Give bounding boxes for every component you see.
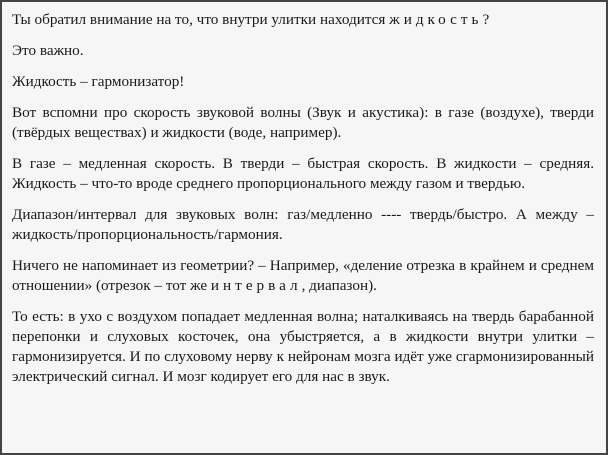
paragraph-harmonizer: Жидкость – гармонизатор! [12, 73, 185, 90]
paragraph-speed-comparison: В газе – медленная скорость. В тверди – быстрая скорость. В жидкости – средняя. Жидкость – что-то вроде среднего пропорционального между газом и твердью. [12, 155, 594, 192]
paragraph-range: Диапазон/интервал для звуковых волн: газ/медленно ---- твердь/быстро. А между – жидкость/пропорциональность/гармония. [12, 206, 594, 243]
paragraph-ear-process: То есть: в ухо с воздухом попадает медленная волна; наталкиваясь на твердь барабанной перепонки и слуховых косточек, она убыстряется, а в жидкости внутри улитки – гармонизируется. И по слуховому нерву к нейронам мозга идёт уже сгармонизированный электрический сигнал. И мозг кодирует его для нас в звук. [12, 308, 594, 385]
paragraph-geometry [12, 256, 594, 296]
paragraph-important: Это важно. [12, 42, 84, 59]
emphasis-liquid: жидкость [389, 11, 483, 28]
paragraph-geometry-text: Ничего не напоминает из геометрии? – Например, «деление отрезка в крайнем и среднем отношении» (отрезок – тот же [12, 257, 594, 294]
paragraph-sound-speed: Вот вспомни про скорость звуковой волны (Звук и акустика): в газе (воздухе), тверди (твёрдых веществах) и жидкости (воде, например). [12, 104, 594, 141]
paragraph-question-end: ? [482, 11, 490, 28]
emphasis-interval: интервал [210, 277, 302, 294]
paragraph-question-text: Ты обратил внимание на то, что внутри улитки находится [12, 11, 390, 28]
paragraph-question [12, 10, 594, 30]
paragraph-geometry-end: , диапазон). [301, 277, 377, 294]
